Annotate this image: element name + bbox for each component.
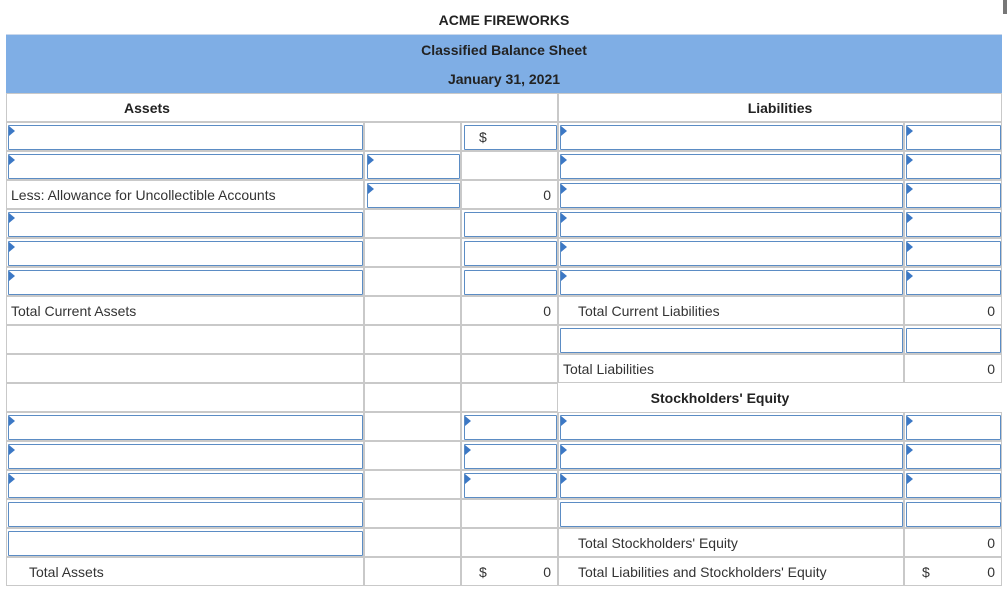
asset-account-dropdown[interactable] — [8, 212, 363, 237]
liability-amount-cell — [904, 325, 1002, 354]
total-equity-label: Total Stockholders' Equity — [558, 528, 904, 557]
liabilities-heading — [558, 93, 1002, 122]
asset-total-input[interactable] — [464, 212, 557, 237]
asset-total-input[interactable] — [464, 270, 557, 295]
total-liabilities-label: Total Liabilities — [558, 354, 904, 383]
table-row — [6, 267, 1002, 296]
table-row — [6, 151, 1002, 180]
liability-label-cell — [558, 325, 904, 354]
liability-amount-cell — [904, 267, 1002, 296]
liability-account-dropdown[interactable] — [560, 212, 903, 237]
asset-account-dropdown[interactable] — [8, 415, 363, 440]
table-row — [6, 383, 1002, 412]
equity-amount-input[interactable] — [906, 502, 1001, 527]
table-row — [6, 209, 1002, 238]
liability-account-dropdown[interactable] — [560, 125, 903, 150]
table-row — [6, 412, 1002, 441]
total-assets-label: Total Assets — [6, 557, 364, 586]
asset-account-dropdown[interactable] — [8, 444, 363, 469]
equity-account-dropdown[interactable] — [560, 444, 903, 469]
asset-label-cell — [6, 209, 364, 238]
liability-account-dropdown[interactable] — [560, 154, 903, 179]
equity-amount-cell — [904, 499, 1002, 528]
equity-account-dropdown[interactable] — [560, 502, 903, 527]
equity-amount-input[interactable] — [906, 444, 1001, 469]
asset-amount-cell — [364, 557, 461, 586]
liability-amount-input[interactable] — [906, 212, 1001, 237]
total-liabilities-equity-label: Total Liabilities and Stockholders' Equity — [558, 557, 904, 586]
allowance-amount-input[interactable] — [367, 183, 460, 208]
asset-account-dropdown[interactable] — [8, 270, 363, 295]
assets-heading — [6, 93, 558, 122]
currency-symbol: $ — [479, 129, 487, 145]
assets-heading-text: Assets — [124, 99, 170, 116]
asset-account-dropdown[interactable] — [8, 473, 363, 498]
equity-amount-input[interactable] — [906, 473, 1001, 498]
asset-total-cell — [461, 238, 558, 267]
asset-amount-cell — [364, 267, 461, 296]
asset-total-cell — [461, 528, 558, 557]
asset-total-cell — [461, 412, 558, 441]
asset-account-dropdown[interactable] — [8, 154, 363, 179]
total-liabilities-equity-cell — [904, 557, 1002, 586]
liability-label-cell — [558, 209, 904, 238]
liability-amount-cell — [904, 209, 1002, 238]
asset-amount-cell — [364, 151, 461, 180]
liability-amount-input[interactable] — [906, 125, 1001, 150]
equity-heading-text: Stockholders' Equity — [650, 389, 790, 406]
table-row — [6, 122, 1002, 151]
total-assets-currency: $ — [479, 564, 487, 580]
liability-account-dropdown[interactable] — [560, 241, 903, 266]
liability-amount-input[interactable] — [906, 183, 1001, 208]
asset-total-cell — [461, 354, 558, 383]
table-row — [6, 470, 1002, 499]
asset-label-cell — [6, 383, 364, 412]
grand-total-currency: $ — [922, 564, 930, 580]
asset-amount-cell — [364, 470, 461, 499]
total-current-assets-cell — [461, 296, 558, 325]
equity-label-cell — [558, 499, 904, 528]
liability-amount-cell — [904, 122, 1002, 151]
allowance-label: Less: Allowance for Uncollectible Accounts — [6, 180, 364, 209]
asset-account-dropdown[interactable] — [8, 502, 363, 527]
company-name-text: ACME FIREWORKS — [438, 12, 570, 28]
asset-total-cell — [461, 470, 558, 499]
asset-account-dropdown[interactable] — [8, 125, 363, 150]
equity-label-cell — [558, 441, 904, 470]
liability-account-dropdown[interactable] — [560, 183, 903, 208]
liabilities-heading-text: Liabilities — [747, 99, 813, 116]
asset-account-dropdown[interactable] — [8, 241, 363, 266]
total-equity-cell — [904, 528, 1002, 557]
equity-heading — [558, 383, 1002, 412]
asset-total-cell — [461, 267, 558, 296]
total-assets-value: 0 — [543, 564, 551, 580]
total-current-liabilities-value: 0 — [987, 302, 995, 319]
table-row — [6, 441, 1002, 470]
total-assets-cell — [461, 557, 558, 586]
asset-label-cell — [6, 238, 364, 267]
equity-amount-input[interactable] — [906, 415, 1001, 440]
liability-label-cell — [558, 238, 904, 267]
asset-label-cell — [6, 325, 364, 354]
statement-title-text: Classified Balance Sheet — [421, 41, 587, 58]
asset-total-cell — [461, 209, 558, 238]
asset-total-cell — [461, 441, 558, 470]
table-row — [6, 325, 1002, 354]
asset-total-cell — [461, 499, 558, 528]
liability-amount-input[interactable] — [906, 270, 1001, 295]
table-row — [6, 296, 1002, 325]
table-row — [6, 354, 1002, 383]
asset-total-input[interactable] — [464, 125, 557, 150]
liability-amount-cell — [904, 238, 1002, 267]
liability-label-cell — [558, 267, 904, 296]
liability-amount-cell — [904, 151, 1002, 180]
total-current-assets-value: 0 — [543, 302, 551, 319]
asset-amount-cell — [364, 122, 461, 151]
liability-amount-cell — [904, 180, 1002, 209]
liability-label-cell — [558, 151, 904, 180]
liability-account-dropdown[interactable] — [560, 270, 903, 295]
total-current-assets-label: Total Current Assets — [6, 296, 364, 325]
total-liabilities-cell — [904, 354, 1002, 383]
allowance-total-cell — [461, 180, 558, 209]
asset-label-cell — [6, 499, 364, 528]
statement-date-text: January 31, 2021 — [447, 70, 561, 87]
asset-amount-cell — [364, 325, 461, 354]
equity-label-cell — [558, 412, 904, 441]
asset-amount-cell — [364, 354, 461, 383]
equity-amount-cell — [904, 441, 1002, 470]
asset-label-cell — [6, 528, 364, 557]
equity-amount-cell — [904, 412, 1002, 441]
statement-title — [6, 35, 1002, 65]
allowance-amount-cell — [364, 180, 461, 209]
asset-total-cell — [461, 383, 558, 412]
company-name — [6, 6, 1002, 35]
allowance-total-value: 0 — [543, 186, 551, 203]
table-row — [6, 557, 1002, 586]
statement-date — [6, 64, 1002, 94]
total-current-liabilities-cell — [904, 296, 1002, 325]
liability-account-dropdown[interactable] — [560, 328, 903, 353]
equity-account-dropdown[interactable] — [560, 415, 903, 440]
total-equity-value: 0 — [987, 534, 995, 551]
table-row — [6, 528, 1002, 557]
total-liabilities-value: 0 — [987, 360, 995, 377]
asset-label-cell — [6, 354, 364, 383]
equity-account-dropdown[interactable] — [560, 473, 903, 498]
asset-label-cell — [6, 122, 364, 151]
liability-amount-input[interactable] — [906, 328, 1001, 353]
asset-label-cell — [6, 412, 364, 441]
asset-amount-cell — [364, 441, 461, 470]
table-row — [6, 180, 1002, 209]
asset-total-input[interactable] — [464, 444, 557, 469]
asset-amount-cell — [364, 412, 461, 441]
liability-amount-input[interactable] — [906, 154, 1001, 179]
liability-label-cell — [558, 122, 904, 151]
asset-amount-input[interactable] — [367, 154, 460, 179]
asset-amount-cell — [364, 209, 461, 238]
table-row — [6, 238, 1002, 267]
asset-amount-cell — [364, 499, 461, 528]
asset-label-cell — [6, 441, 364, 470]
table-row — [6, 499, 1002, 528]
asset-total-cell — [461, 325, 558, 354]
asset-total-input[interactable] — [464, 473, 557, 498]
asset-amount-cell — [364, 383, 461, 412]
liability-label-cell — [558, 180, 904, 209]
equity-label-cell — [558, 470, 904, 499]
asset-total-input[interactable] — [464, 241, 557, 266]
asset-label-cell — [6, 267, 364, 296]
asset-label-cell — [6, 470, 364, 499]
liability-amount-input[interactable] — [906, 241, 1001, 266]
grand-total-value: 0 — [987, 564, 995, 580]
equity-amount-cell — [904, 470, 1002, 499]
asset-total-input[interactable] — [464, 415, 557, 440]
asset-amount-cell — [364, 296, 461, 325]
column-heading-row — [6, 93, 1002, 122]
asset-total-cell — [461, 151, 558, 180]
asset-account-dropdown[interactable] — [8, 531, 363, 556]
asset-total-cell — [461, 122, 558, 151]
asset-amount-cell — [364, 528, 461, 557]
asset-amount-cell — [364, 238, 461, 267]
asset-label-cell — [6, 151, 364, 180]
total-current-liabilities-label: Total Current Liabilities — [558, 296, 904, 325]
scroll-edge — [1003, 0, 1007, 14]
